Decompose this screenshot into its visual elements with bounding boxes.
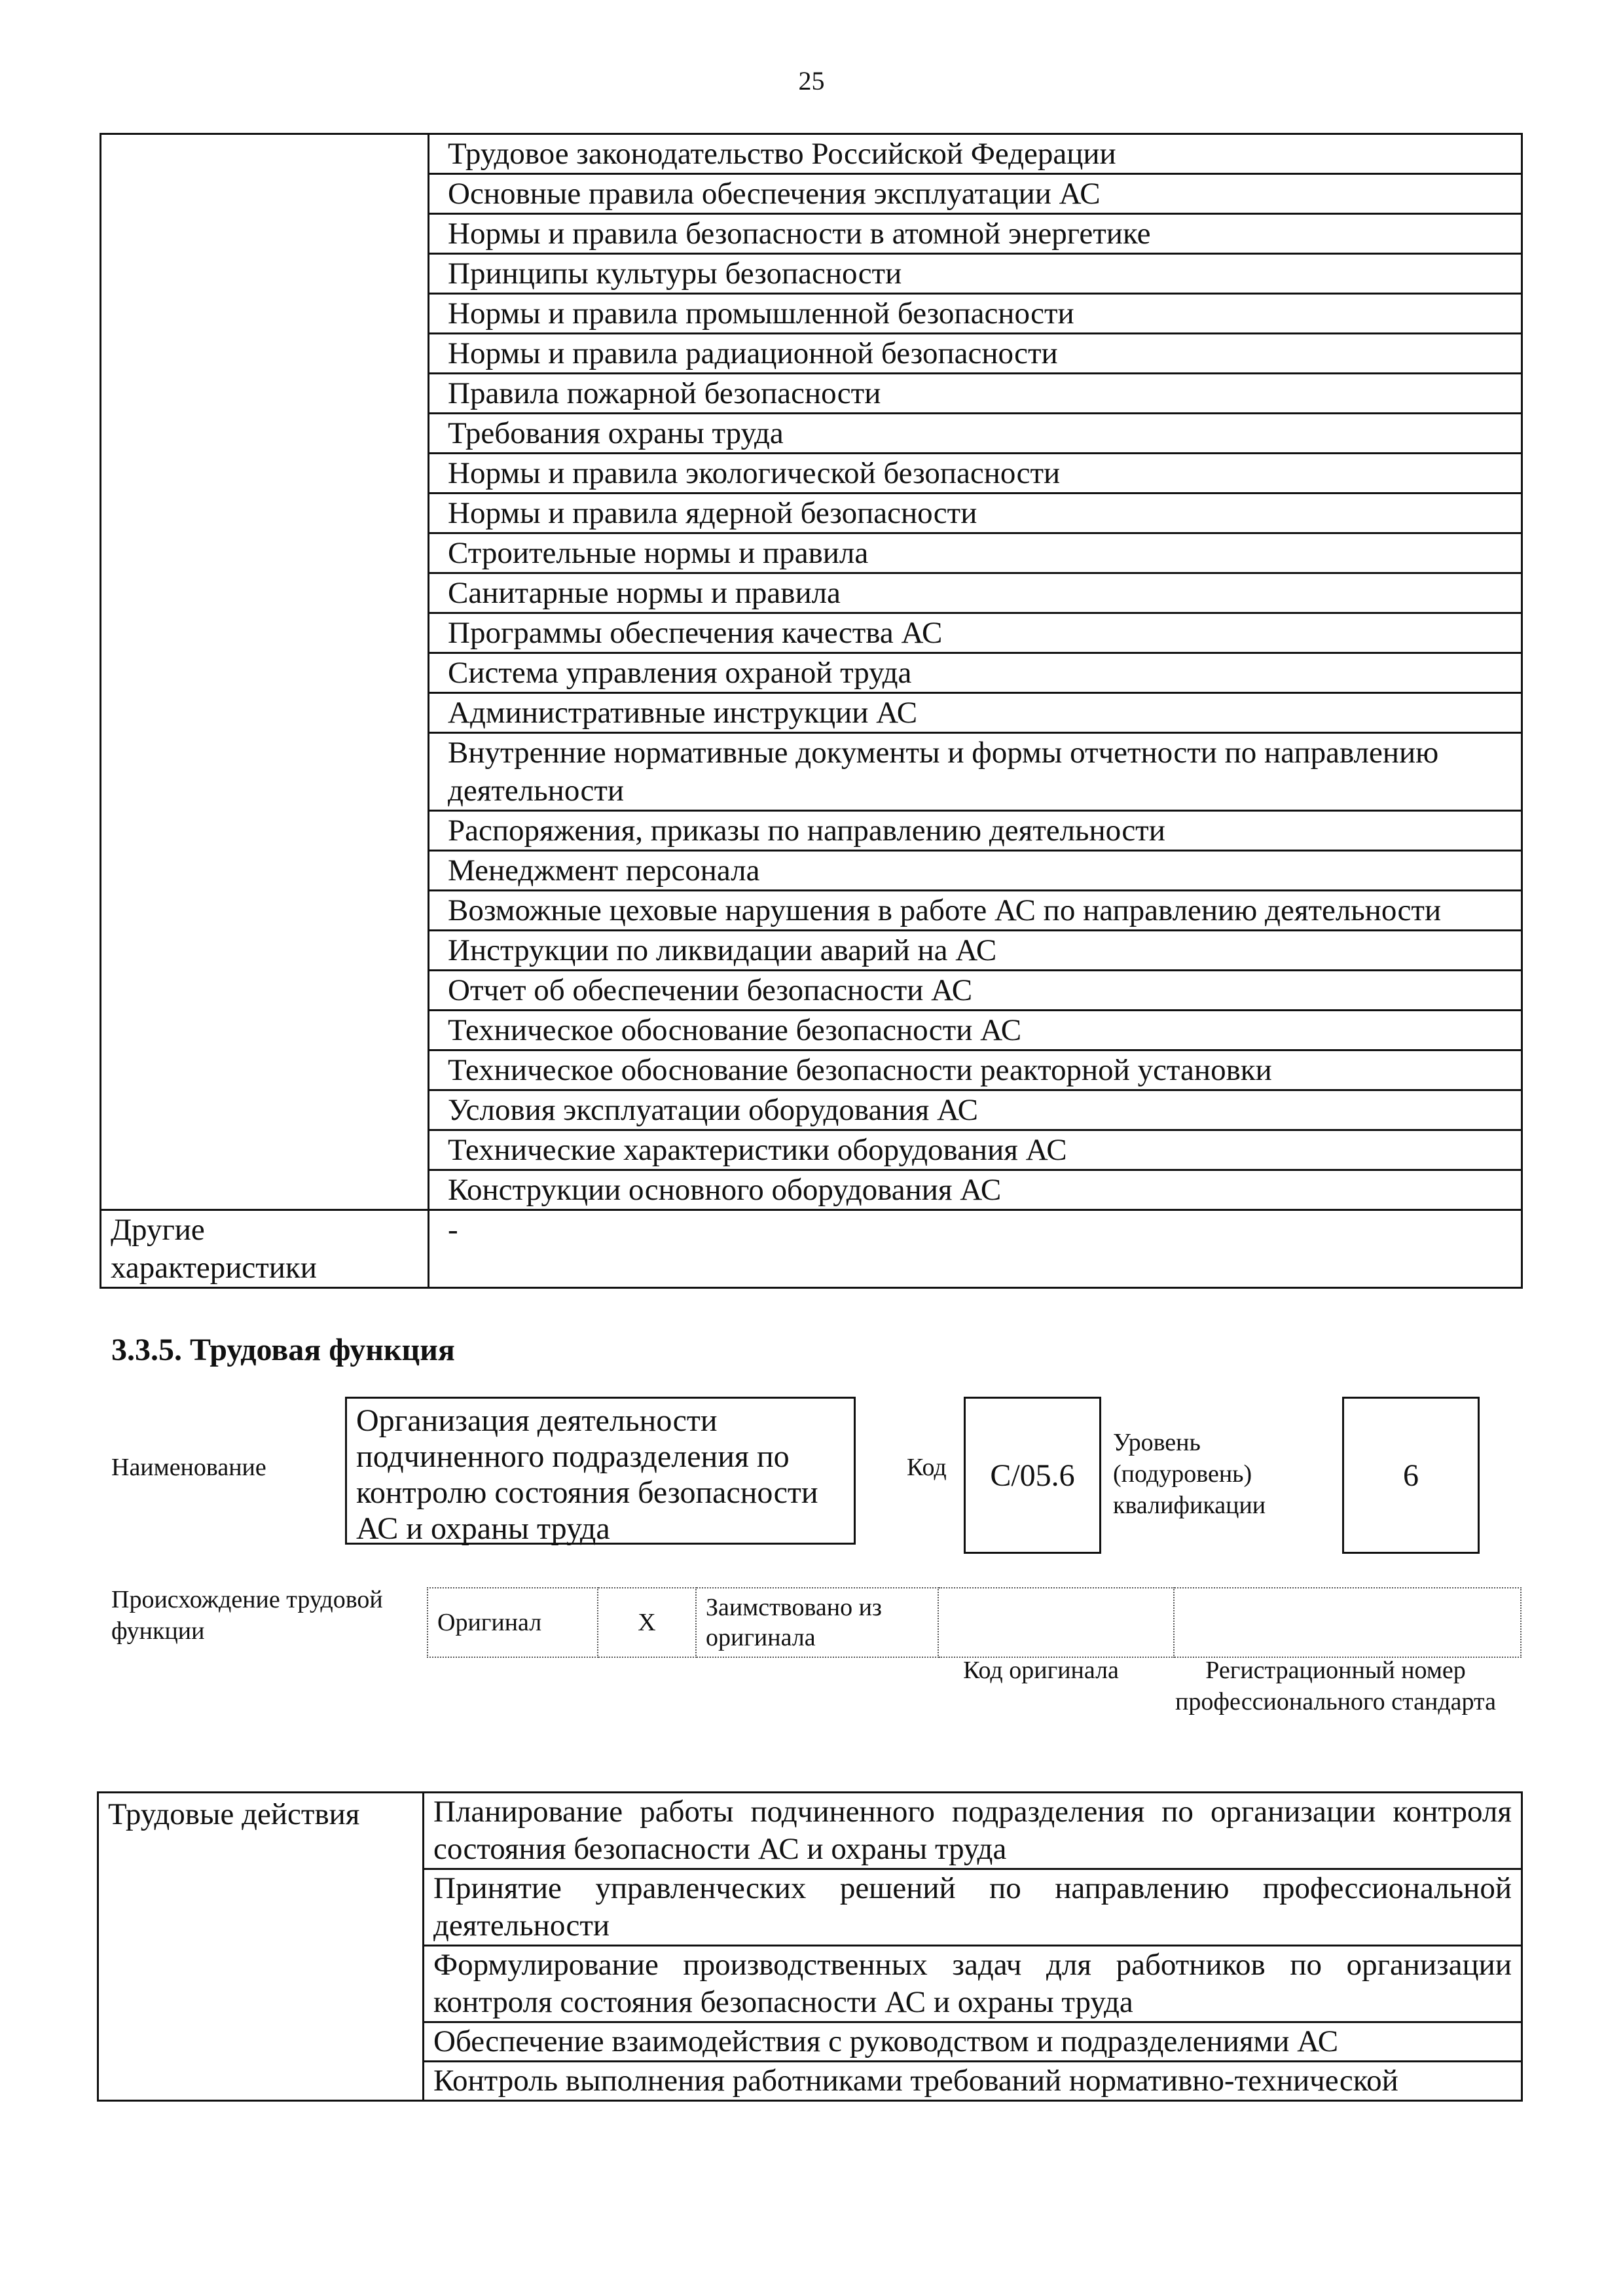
knowledge-item: Правила пожарной безопасности [429,374,1522,414]
knowledge-item: Возможные цеховые нарушения в работе АС по направлению деятельности [429,891,1522,931]
origin-table [427,1587,1522,1658]
knowledge-item: Требования охраны труда [429,414,1522,454]
reg-number-cell [1174,1588,1521,1657]
code-box: С/05.6 [964,1397,1101,1554]
knowledge-item: Программы обеспечения качества АС [429,613,1522,653]
original-label: Оригинал [428,1588,598,1657]
other-characteristics-row [101,1210,1522,1288]
qualification-level-label: Уровень (подуровень) квалификации [1113,1429,1266,1519]
knowledge-item: Менеджмент персонала [429,851,1522,891]
knowledge-item: Система управления охраной труда [429,653,1522,693]
knowledge-item: Техническое обоснование безопасности реакторной установки [429,1050,1522,1090]
knowledge-item: Санитарные нормы и правила [429,573,1522,613]
original-mark: X [598,1588,696,1657]
name-label: Наименование [111,1454,266,1481]
knowledge-table [100,133,1523,1289]
other-characteristics-label: Другие характеристики [101,1210,429,1288]
knowledge-item: Основные правила обеспечения эксплуатации АС [429,174,1522,214]
labor-actions-label: Трудовые действия [98,1793,424,2101]
knowledge-item: Инструкции по ликвидации аварий на АС [429,931,1522,971]
knowledge-item: Административные инструкции АС [429,693,1522,733]
labor-actions-table [97,1791,1523,2102]
labor-action-item: Планирование работы подчиненного подразделения по организации контроля состояния безопасности АС и охраны труда [424,1793,1522,1869]
other-characteristics-value: - [429,1210,1522,1288]
labor-action-item: Принятие управленческих решений по направлению профессиональной деятельности [424,1869,1522,1946]
knowledge-item: Принципы культуры безопасности [429,254,1522,294]
page-number: 25 [798,66,825,96]
knowledge-item: Нормы и правила безопасности в атомной энергетике [429,214,1522,254]
table-row [98,1793,1522,1869]
table-row [101,134,1522,174]
knowledge-item: Строительные нормы и правила [429,533,1522,573]
knowledge-item: Условия эксплуатации оборудования АС [429,1090,1522,1130]
function-name-box: Организация деятельности подчиненного подразделения по контролю состояния безопасности АС и охраны труда [345,1397,856,1545]
original-code-cell [938,1588,1174,1657]
labor-action-item: Формулирование производственных задач для работников по организации контроля состояния безопасности АС и охраны труда [424,1946,1522,2022]
knowledge-item: Трудовое законодательство Российской Федерации [429,134,1522,174]
knowledge-item: Конструкции основного оборудования АС [429,1170,1522,1210]
code-label: Код [907,1454,947,1481]
origin-label: Происхождение трудовой функции [111,1586,383,1645]
qualification-level-box: 6 [1342,1397,1480,1554]
knowledge-item: Нормы и правила промышленной безопасности [429,294,1522,334]
section-title: 3.3.5. Трудовая функция [111,1333,455,1367]
knowledge-item: Нормы и правила радиационной безопасности [429,334,1522,374]
knowledge-label-cell [101,134,429,1210]
knowledge-item: Распоряжения, приказы по направлению деятельности [429,811,1522,851]
labor-action-item: Контроль выполнения работниками требований нормативно-технической [424,2062,1522,2101]
original-code-caption: Код оригинала [963,1657,1119,1684]
borrowed-label: Заимствовано из оригинала [696,1588,938,1657]
knowledge-item: Нормы и правила экологической безопасности [429,454,1522,493]
knowledge-item: Технические характеристики оборудования АС [429,1130,1522,1170]
knowledge-item: Нормы и правила ядерной безопасности [429,493,1522,533]
knowledge-item: Отчет об обеспечении безопасности АС [429,971,1522,1011]
knowledge-item: Техническое обоснование безопасности АС [429,1011,1522,1050]
labor-action-item: Обеспечение взаимодействия с руководством и подразделениями АС [424,2022,1522,2062]
knowledge-item: Внутренние нормативные документы и формы отчетности по направлению деятельности [429,733,1522,811]
reg-number-caption: Регистрационный номер профессионального стандарта [1175,1657,1496,1715]
